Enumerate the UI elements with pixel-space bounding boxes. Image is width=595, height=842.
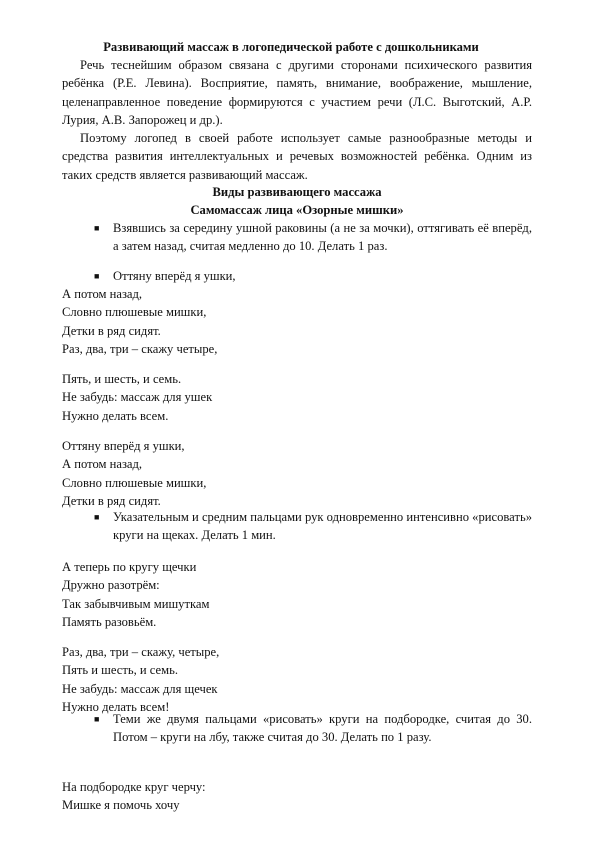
methods-paragraph: Поэтому логопед в своей работе использует самые разнообразные методы и средства развития интеллектуальных и речевых возможностей ребёнка. Одним из таких средств является развивающий массаж. bbox=[62, 131, 532, 182]
square-bullet-icon: ■ bbox=[94, 512, 100, 522]
square-bullet-icon: ■ bbox=[94, 271, 100, 281]
verse-line: Словно плюшевые мишки, bbox=[62, 305, 207, 320]
verse-line: Детки в ряд сидят. bbox=[62, 323, 161, 338]
square-bullet-icon: ■ bbox=[94, 714, 100, 724]
bullet-text: Указательным и средним пальцами рук одновременно интенсивно «рисовать» круги на щеках. Делать 1 мин. bbox=[113, 510, 532, 543]
square-bullet-icon: ■ bbox=[94, 223, 100, 233]
verse-line: Мишке я помочь хочу bbox=[62, 798, 180, 813]
verse-line: А теперь по кругу щечки bbox=[62, 560, 197, 574]
verse-stanza bbox=[62, 437, 522, 510]
verse-line: Пять и шесть, и семь. bbox=[62, 663, 178, 678]
document-title: Развивающий массаж в логопедической работе с дошкольниками bbox=[103, 40, 479, 54]
verse-line: Раз, два, три – скажу четыре, bbox=[62, 341, 218, 356]
verse-line: Не забудь: массаж для ушек bbox=[62, 390, 213, 405]
bullet-item bbox=[94, 710, 532, 747]
bullet-item bbox=[94, 219, 532, 256]
verse-stanza bbox=[62, 558, 522, 631]
verse-line: А потом назад, bbox=[62, 457, 143, 472]
verse-line: Раз, два, три – скажу, четыре, bbox=[62, 645, 220, 659]
bullet-text: Теми же двумя пальцами «рисовать» круги на подбородке, считая до 30. Потом – круги на лбу, также считая до 30. Делать по 1 разу. bbox=[113, 712, 532, 745]
verse-stanza bbox=[62, 643, 522, 716]
verse-line: Нужно делать всем. bbox=[62, 408, 169, 423]
section-heading: Виды развивающего массажа bbox=[212, 185, 382, 199]
intro-paragraph: Речь теснейшим образом связана с другими сторонами психического развития ребёнка (Р.Е. Левина). Восприятие, память, внимание, воображение, мышление, целенаправленное поведение формируются с участием речи (Л.С. Выготский, А.Р. Лурия, А.В. Запорожец и др.). bbox=[62, 58, 532, 127]
verse-line: Память разовьём. bbox=[62, 614, 157, 629]
verse-line: Оттяну вперёд я ушки, bbox=[62, 439, 185, 453]
subsection-heading: Самомассаж лица «Озорные мишки» bbox=[190, 203, 404, 217]
verse-line: Так забывчивым мишуткам bbox=[62, 596, 210, 611]
bullet-item bbox=[94, 267, 532, 285]
verse-stanza bbox=[62, 370, 522, 425]
verse-line: Нужно делать всем! bbox=[62, 699, 170, 714]
verse-stanza bbox=[62, 778, 522, 815]
verse-line: А потом назад, bbox=[62, 287, 143, 301]
bullet-item bbox=[94, 508, 532, 545]
verse-line: Словно плюшевые мишки, bbox=[62, 475, 207, 490]
verse-line: На подбородке круг черчу: bbox=[62, 780, 206, 794]
bullet-text: Взявшись за середину ушной раковины (а не за мочки), оттягивать её вперёд, а затем назад, считая медленно до 10. Делать 1 раз. bbox=[113, 221, 532, 254]
bullet-text: Оттяну вперёд я ушки, bbox=[113, 269, 236, 283]
verse-stanza bbox=[62, 285, 522, 358]
verse-line: Не забудь: массаж для щечек bbox=[62, 681, 218, 696]
verse-line: Дружно разотрём: bbox=[62, 578, 160, 593]
verse-line: Детки в ряд сидят. bbox=[62, 493, 161, 508]
verse-line: Пять, и шесть, и семь. bbox=[62, 372, 182, 386]
